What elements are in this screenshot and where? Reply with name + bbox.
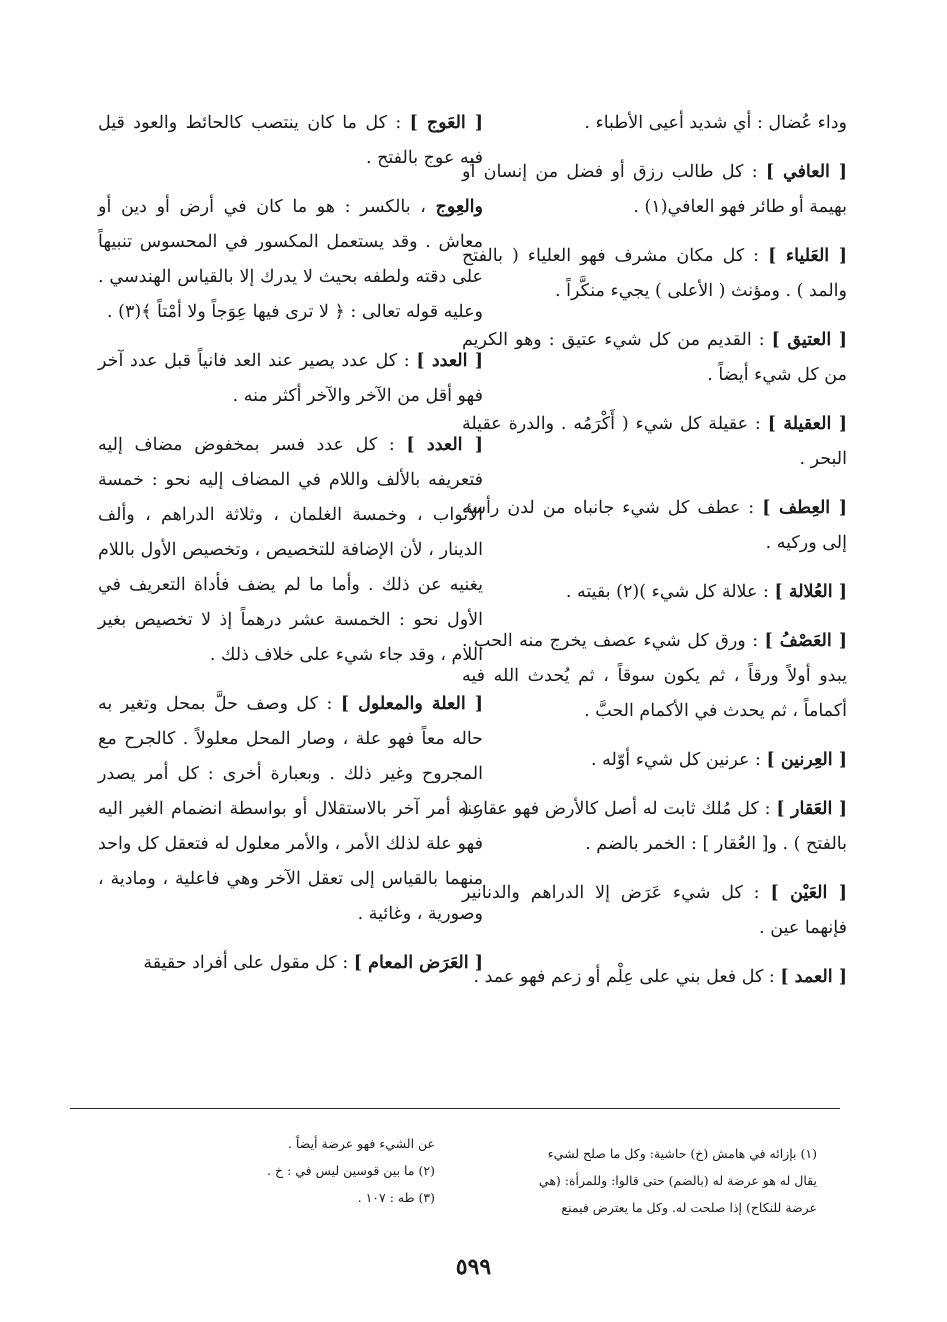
entry-headword: [ العَلياء ] [768,246,847,266]
entry [462,491,847,561]
entry-headword: [ العَيْن ] [770,883,848,903]
footnote-divider [70,1108,840,1109]
entry-headword: [ العِطف ] [762,498,847,518]
entry-headword: [ العَصْفُ ] [764,631,847,651]
entry-headword: [ العدد ] [416,351,483,371]
entry-text: : كل شيء عَرَض إلا الدراهم والدنانير فإنهما عين . [462,883,847,938]
footnote-line: يقال له هو عرضة له (بالضم) حتى قالوا: وللمرأة: (هي [538,1173,817,1188]
entry-headword: [ العِرنين ] [766,750,847,770]
entry-text: : كل طالب رزق أو فضل من إنسان أو بهيمة أو طائر فهو العافي(١) . [462,162,847,217]
entry-text: : القديم من كل شيء عتيق : وهو الكريم من كل شيء أيضاً . [462,330,847,385]
footnote-line: عرضة للنكاح) إذا صلحت له. وكل ما يعترض فيمنع [561,1200,817,1215]
entry-headword: [ العافي ] [765,162,847,182]
entry-text: : كل مُلك ثابت له أصل كالأرض فهو عقار ( بالفتح ) . و[ العُقار ] : الخمر بالضم . [462,799,847,854]
entry-text: : عطف كل شيء جانباه من لدن رأسه إلى وركيه . [462,498,847,553]
entry-text: : ورق كل شيء عصف يخرج منه الحب . يبدو أولاً ورقاً ، ثم يكون سوقاً ، ثم يُحدث الله فيه أكماماً ، ثم يحدث في الأكمام الحبَّ . [462,631,847,721]
page-number: ٥٩٩ [455,1254,492,1280]
footnote-line: (٣) طه : ١٠٧ . [357,1190,435,1205]
footnote-line: عن الشيء فهو عرضة أيضاً . [287,1136,435,1151]
entry [462,155,847,225]
entry-text: : علالة كل شيء )(٢) بقيته . [565,582,775,602]
left-column [98,106,483,995]
entry [462,876,847,946]
entry-headword: [ العَقار ] [776,799,847,819]
entry [462,743,847,778]
entry-text: : عرنين كل شيء أوّله . [590,750,767,770]
entry-headword: والعِوج [435,197,483,217]
footnote-line: (١) بإزائه في هامش (خ) حاشية: وكل ما صلح لشيء [547,1146,817,1161]
entry-headword: [ العمد ] [780,967,847,987]
footnotes-left [220,1130,435,1211]
entry [462,239,847,309]
entry-text: : كل مقول على أفراد حقيقة [143,953,354,973]
entry [462,407,847,477]
entry [98,344,483,414]
entry-headword: [ العلة والمعلول ] [340,694,483,714]
entry-text: ، بالكسر : هو ما كان في أرض أو دين أو معاش . وقد يستعمل المكسور في المحسوس تنبيهاً على دقته ولطفه بحيث لا يدرك إلا بالقياس الهندسي . وعليه قوله تعالى : ﴿ لا ترى فيها عِوَجاً ولا أمْتاً ﴾(٣) . [98,197,483,322]
entry [462,106,847,141]
entry-text: : كل ما كان ينتصب كالحائط والعود قيل فيه عوج بالفتح . [98,113,483,168]
entry-text: : كل عدد فسر بمخفوض مضاف إليه فتعريفه بالألف واللام في المضاف إليه نحو : خمسة الأثواب ، وخمسة الغلمان ، وثلاثة الدراهم ، وألف الدينار ، لأن الإضافة للتخصيص ، وتخصيص الأول باللام يغنيه عن ذلك . وأما ما لم يضف فأداة التعريف في الأول نحو : الخمسة عشر درهماً إذ لا تخصيص بغير اللام ، وقد جاء شيء على خلاف ذلك . [98,435,483,665]
entry [98,687,483,932]
entry-text: : كل فعل بني على عِلْم أو زعم فهو عمد . [473,967,781,987]
entry-text: : كل وصف حلَّ بمحل وتغير به حاله معاً فهو علة ، وصار المحل معلولاً . كالجرح مع المجروح وغير ذلك . وبعبارة أخرى : كل أمر يصدر عنه أمر آخر بالاستقلال أو بواسطة انضمام الغير اليه فهو علة لذلك الأمر ، والأمر معلول له فتعقل كل واحد منهما بالقياس إلى تعقل الآخر وهي فاعلية ، ومادية ، وصورية ، وغائية . [98,694,483,924]
entry-text: : كل مكان مشرف فهو العلياء ( بالفتح والمد ) . ومؤنث ( الأعلى ) يجيء منكَّراً . [462,246,847,301]
entry [98,946,483,981]
entry-headword: [ العَرَض المعام ] [353,953,483,973]
entry-headword: [ العتيق ] [771,330,847,350]
entry-headword: [ العقيلة ] [767,414,847,434]
footnotes-right [457,1140,817,1221]
footnote-line: (٢) ما بين قوسين ليس في : خ . [267,1163,435,1178]
entry-headword: [ العُلالة ] [774,582,847,602]
entry [98,190,483,330]
entry [462,624,847,729]
entry [98,428,483,673]
entry [462,575,847,610]
entry-headword: [ العدد ] [406,435,483,455]
entry-text: : عقيلة كل شيء ( أَكْرَمُه . والدرة عقيلة البحر . [462,414,847,469]
entry [462,792,847,862]
entry [462,960,847,995]
right-column [462,106,847,1009]
entry [98,106,483,176]
entry-text: : كل عدد يصير عند العد فانياً قبل عدد آخر فهو أقل من الآخر والآخر أكثر منه . [98,351,483,406]
entry-text: وداء عُضال : أي شديد أعيى الأطباء . [584,113,847,133]
entry-headword: [ العَوج ] [409,113,483,133]
entry [462,323,847,393]
